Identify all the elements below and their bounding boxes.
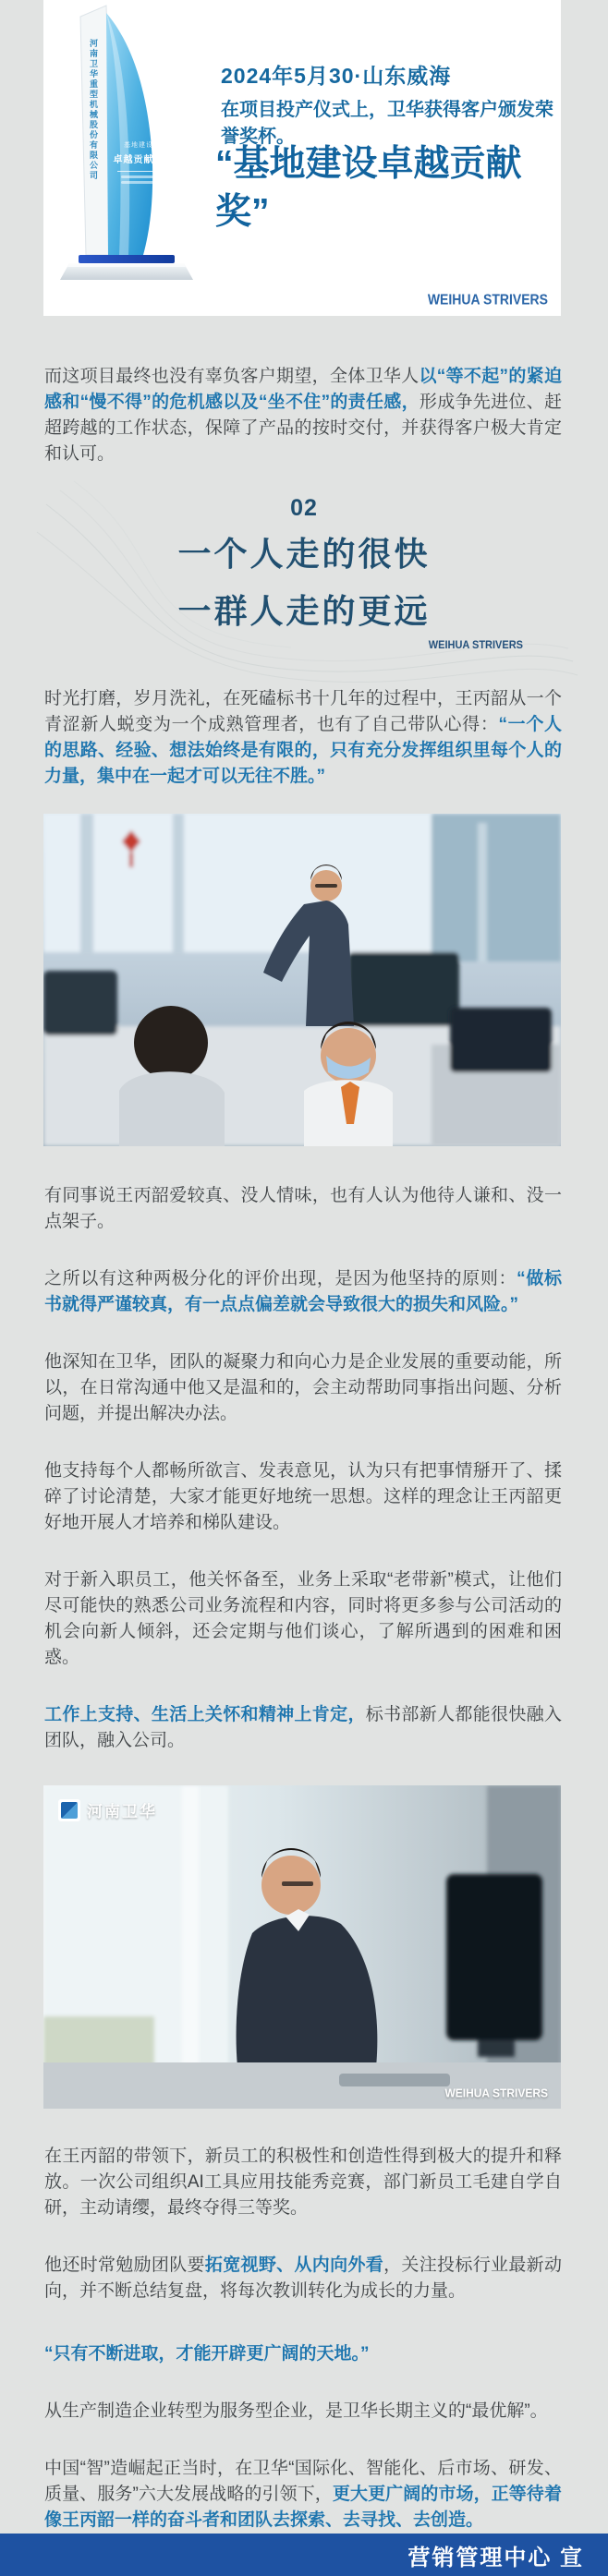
paragraph-final bbox=[44, 2456, 562, 2534]
encourage-highlight: 拓宽视野、从内向外看 bbox=[204, 2256, 384, 2275]
principle-text: 之所以有这种两极分化的评价出现，是因为他坚持的原则： bbox=[44, 1269, 517, 1288]
final-text: 中国“智”造崛起正当时，在卫华“国际化、智能化、后市场、研发、质量、服务”六大发展战略的引领下， bbox=[44, 2459, 562, 2504]
section-title-line1: 一个人走的很快 bbox=[177, 535, 431, 573]
trophy-divider bbox=[117, 171, 160, 172]
paragraph-transform: 从生产制造企业转型为服务型企业，是卫华长期主义的“最优解”。 bbox=[44, 2401, 548, 2421]
paragraph-lead: 在王丙韶的带领下，新员工的积极性和创造性得到极大的提升和释放。一次公司组织AI工具应用技能秀竞赛，部门新员工毛建自学自研，主动请缨，最终夺得三等奖。 bbox=[44, 2147, 562, 2218]
intro-text: 形成争先进位、赶超跨越的工作状态，保障了产品的按时交付，并获得客户极大肯定和认可。 bbox=[44, 393, 562, 464]
time-text: 时光打磨，岁月洗礼，在死磕标书十几年的过程中，王丙韶从一个青涩新人蜕变为一个成熟管理者，也有了自己带队心得： bbox=[44, 689, 562, 734]
paragraph-time bbox=[44, 686, 562, 790]
intro-highlight: 以“等不起”的紧迫感和“慢不得”的危机感以及“坐不住”的责任感， bbox=[44, 367, 562, 412]
paragraph-colleague: 有同事说王丙韶爱较真、没人情味，也有人认为他待人谦和、没一点架子。 bbox=[44, 1186, 562, 1231]
photo-man-at-workstation bbox=[43, 1785, 561, 2109]
section-title-line2: 一群人走的更远 bbox=[177, 592, 431, 630]
section-header bbox=[0, 467, 608, 655]
paragraph-support: 他支持每个人都畅所欲言、发表意见，认为只有把事情掰开了、揉碎了讨论清楚，大家才能更好地统一思想。这样的理念让王丙韶更好地开展人才培养和梯队建设。 bbox=[44, 1461, 562, 1532]
award-card bbox=[43, 0, 561, 316]
intro-text: 而这项目最终也没有辜负客户期望，全体卫华人 bbox=[44, 367, 420, 386]
weihua-logo-icon bbox=[58, 1799, 80, 1821]
paragraph-cohesion: 他深知在卫华，团队的凝聚力和向心力是企业发展的重要动能，所以，在日常沟通中他又是温和的，会主动帮助同事指出问题、分析问题，并提出解决办法。 bbox=[44, 1352, 562, 1423]
weihua-strivers-brand: WEIHUA STRIVERS bbox=[427, 290, 548, 308]
trophy-smallprint bbox=[121, 175, 156, 178]
care-text: 标书部新人都能很快融入团队，融入公司。 bbox=[44, 1705, 562, 1750]
final-highlight: 更大更广阔的市场，正等待着像王丙韶一样的奋斗者和团队去探索、去寻找、去创造。 bbox=[44, 2485, 562, 2530]
paragraph-intro bbox=[44, 364, 562, 467]
trophy-award-name: 卓越贡献奖 bbox=[113, 155, 164, 165]
weihua-strivers-brand: WEIHUA STRIVERS bbox=[428, 639, 523, 652]
encourage-text: ，关注投标行业最新动向，并不断总结复盘，将每次教训转化为成长的力量。 bbox=[44, 2256, 562, 2301]
weihua-logo bbox=[58, 1798, 157, 1821]
paragraph-encourage bbox=[44, 2253, 562, 2304]
trophy-company-text: 河南卫华重型机械股份有限公司 bbox=[89, 39, 98, 181]
trophy-icon bbox=[55, 4, 195, 281]
photo-office-discussion bbox=[43, 814, 561, 1146]
weihua-strivers-watermark: WEIHUA STRIVERS bbox=[444, 2086, 548, 2100]
care-highlight: 工作上支持、生活上关怀和精神上肯定， bbox=[44, 1705, 366, 1724]
time-quote-highlight: “一个人的思路、经验、想法始终是有限的，只有充分发挥组织里每个人的力量，集中在一起才可以无往不胜。” bbox=[44, 715, 562, 786]
footer-bar bbox=[0, 2534, 608, 2576]
encourage-text: 他还时常勉励团队要 bbox=[44, 2256, 205, 2275]
paragraph-care bbox=[44, 1702, 562, 1754]
paragraph-quote: “只有不断进取，才能开辟更广阔的天地。” bbox=[44, 2344, 370, 2364]
paragraph-principle bbox=[44, 1266, 562, 1318]
award-subtitle: 在项目投产仪式上，卫华获得客户颁发荣誉奖杯。 bbox=[221, 100, 553, 147]
weihua-logo-text: 河南卫华 bbox=[87, 1803, 157, 1820]
paragraph-newcomer: 对于新入职员工，他关怀备至，业务上采取“老带新”模式，让他们尽可能快的熟悉公司业务流程和内容，同时将更多参与公司活动的机会向新人倾斜，还会定期与他们谈心，了解所遇到的困难和困惑。 bbox=[44, 1570, 562, 1667]
trophy-smallprint bbox=[121, 181, 156, 184]
award-date: 2024年5月30·山东威海 bbox=[221, 64, 452, 88]
section-number: 02 bbox=[290, 495, 318, 521]
award-title: “基地建设卓越贡献奖” bbox=[215, 144, 522, 232]
footer-credit: 营销管理中心 宣 bbox=[407, 2545, 584, 2570]
principle-quote-highlight: “做标书就得严谨较真，有一点点偏差就会导致很大的损失和风险。” bbox=[44, 1269, 562, 1314]
trophy-award-category: 基地建设 bbox=[124, 142, 153, 149]
